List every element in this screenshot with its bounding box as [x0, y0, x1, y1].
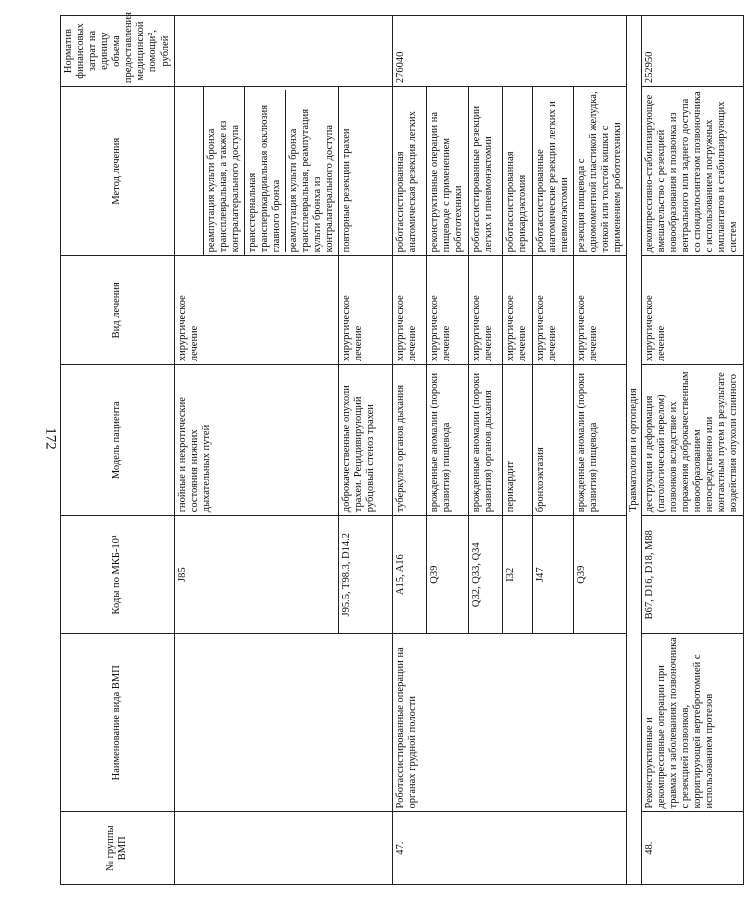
model-cell: туберкулез органов дыхания	[393, 365, 427, 516]
method-text: реампутация культи бронха трансплевральная, реампутация культи бронха из контралатерального доступа	[288, 108, 336, 253]
group-number: 47.	[393, 812, 627, 885]
header-name: Наименование вида ВМП	[61, 634, 175, 812]
method-cell: роботассистированная перикардэктомия	[502, 87, 532, 256]
table-row-group-48	[642, 16, 744, 885]
norm-value: 252950	[642, 16, 744, 87]
code-cell: B67, D16, D18, M88	[642, 516, 744, 634]
treatment-type-cell: хирургическое лечение	[174, 256, 339, 365]
treatment-type-cell: хирургическое лечение	[393, 256, 427, 365]
header-type: Вид лечения	[61, 256, 175, 365]
code-cell: J95.5, T98.3, D14.2	[339, 516, 393, 634]
cont-name-cell	[174, 634, 393, 812]
method-cell: роботассистированные резекции легких и пневмонэктомии	[468, 87, 502, 256]
method-cell: роботассистированные анатомические резекции легких и пневмонэктомии	[532, 87, 573, 256]
model-cell: врожденные аномалии (пороки развития) пищевода	[427, 365, 468, 516]
header-codes: Коды по МКБ-10¹	[61, 516, 175, 634]
code-cell: I32	[502, 516, 532, 634]
section-title: Травматология и ортопедия	[626, 16, 641, 885]
table-row-group-47	[393, 16, 427, 885]
table-header-row	[61, 16, 175, 885]
table-row	[174, 16, 203, 885]
treatment-type-cell: хирургическое лечение	[532, 256, 573, 365]
treatment-type-cell: хирургическое лечение	[573, 256, 626, 365]
code-cell: Q32, Q33, Q34	[468, 516, 502, 634]
vmp-name: Роботассистированные операции на органах грудной полости	[393, 634, 627, 812]
header-model: Модель пациента	[61, 365, 175, 516]
treatment-type-cell: хирургическое лечение	[427, 256, 468, 365]
header-group: № группы ВМП	[61, 812, 175, 885]
code-cell: A15, A16	[393, 516, 427, 634]
code-cell: Q39	[573, 516, 626, 634]
treatment-type-cell: хирургическое лечение	[642, 256, 744, 365]
header-method: Метод лечения	[61, 87, 175, 256]
method-cell: реампутация культи бронха трансплевральная, а также из контралатерального доступа	[203, 87, 244, 256]
model-cell: гнойные и некротические состояния нижних дыхательных путей	[174, 365, 339, 516]
model-cell: врожденные аномалии (пороки развития) органов дыхания	[468, 365, 502, 516]
method-cell: резекция пищевода с одномоментной пластикой желудка, тонкой или толстой кишки с применением робототехники	[573, 87, 626, 256]
method-cell: декомпрессивно-стабилизирующее вмешательство с резекцией новообразования и позвонка из вентрального или заднего доступа со спондилосинтезом позвоночника с использованием погружных имплантатов и стабилизирующих систем	[642, 87, 744, 256]
group-number: 48.	[642, 812, 744, 885]
method-cell: повторные резекции трахеи	[339, 87, 393, 256]
method-cell	[244, 87, 338, 256]
method-text: трансстернальная трансперикардиальная окклюзия главного бронха	[247, 90, 286, 252]
treatment-type-cell: хирургическое лечение	[502, 256, 532, 365]
vmp-name: Реконструктивные и декомпрессивные операции при травмах и заболеваниях позвоночника с резекцией позвонков, корригирующей вертебротомией с использованием протезов	[642, 634, 744, 812]
code-cell: J47	[532, 516, 573, 634]
treatment-type-cell: хирургическое лечение	[468, 256, 502, 365]
treatment-type-cell: хирургическое лечение	[339, 256, 393, 365]
norm-value: 276040	[393, 16, 627, 87]
page-number: 172	[42, 427, 59, 450]
cont-norm-cell	[174, 16, 393, 87]
section-row	[626, 16, 641, 885]
model-cell: врожденные аномалии (пороки развития) пищевода	[573, 365, 626, 516]
vmp-table	[60, 11, 744, 885]
header-norm: Норматив финансовых затрат на единицу объема предоставления медицинской помощи², рублей	[61, 16, 175, 87]
model-cell: бронхоэктазия	[532, 365, 573, 516]
model-cell: доброкачественные опухоли трахеи. Рецидивирующий рубцовый стеноз трахеи	[339, 365, 393, 516]
model-cell: деструкция и деформация (патологический перелом) позвонков вследствие их поражения доброкачественным новообразованием непосредственно или контактным путем в результате воздействия опухоли спинного	[642, 365, 744, 516]
model-cell: перикардит	[502, 365, 532, 516]
code-cell: J85	[174, 516, 339, 634]
method-cell: резекция и пластика главного бронха	[174, 87, 203, 256]
code-cell: Q39	[427, 516, 468, 634]
method-cell: реконструктивные операции на пищеводе с применением робототехники	[427, 87, 468, 256]
method-cell: роботассистированная анатомическая резекция легких	[393, 87, 427, 256]
cont-group-cell	[174, 812, 393, 885]
